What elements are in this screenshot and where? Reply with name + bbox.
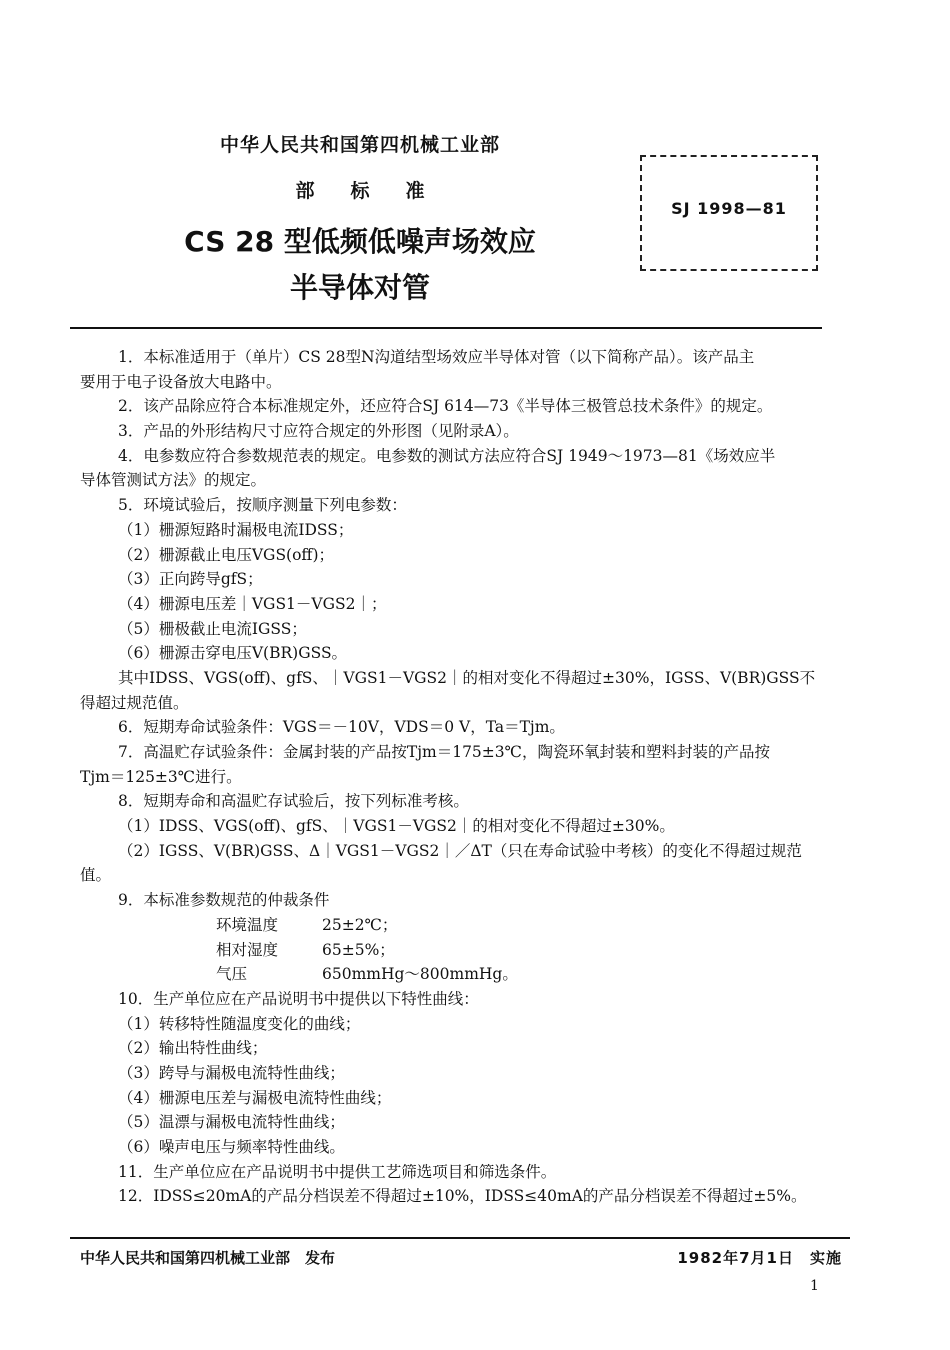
clause-1-line-2: 要用于电子设备放大电路中。: [80, 372, 282, 391]
standard-type-heading: 部标准: [295, 180, 461, 202]
clause-5-note-line-2: 得超过规范值。: [80, 693, 189, 712]
document-title-line-2: 半导体对管: [289, 271, 430, 304]
arbitration-value: 65±5%；: [322, 940, 395, 959]
clause-8-item-2-line-2: 值。: [80, 866, 112, 885]
arbitration-label: 相对湿度: [216, 940, 279, 959]
clause-7-line-1: 7．高温贮存试验条件：金属封装的产品按Tjm＝175±3℃，陶瓷环氧封装和塑料封装的产品按: [118, 743, 770, 761]
clause-3: 3．产品的外形结构尺寸应符合规定的外形图（见附录A）。: [118, 422, 519, 441]
clause-8: 8．短期寿命和高温贮存试验后，按下列标准考核。: [118, 792, 469, 811]
clause-10-item-5: （5）温漂与漏极电流特性曲线；: [118, 1113, 345, 1132]
clause-10-item-6: （6）噪声电压与频率特性曲线。: [118, 1138, 345, 1156]
clause-11: 11．生产单位应在产品说明书中提供工艺筛选项目和筛选条件。: [118, 1162, 557, 1181]
clause-2: 2．该产品除应符合本标准规定外，还应符合SJ 614—73《半导体三极管总技术条件》的规定。: [118, 397, 773, 416]
page-number: 1: [810, 1278, 819, 1294]
header-divider: [70, 327, 822, 329]
clause-10-item-1: （1）转移特性随温度变化的曲线；: [118, 1014, 361, 1033]
clause-10: 10．生产单位应在产品说明书中提供以下特性曲线：: [118, 989, 479, 1008]
arbitration-humidity: [80, 938, 842, 963]
clause-5: 5．环境试验后，按顺序测量下列电参数：: [118, 496, 407, 515]
arbitration-pressure: [80, 962, 842, 987]
clause-12: 12．IDSS≤20mA的产品分档误差不得超过±10%，IDSS≤40mA的产品分档误差不得超过±5%。: [118, 1187, 807, 1206]
ministry-heading: 中华人民共和国第四机械工业部: [219, 134, 500, 156]
clause-10-item-3: （3）跨导与漏极电流特性曲线；: [118, 1063, 345, 1082]
standard-number: SJ 1998—81: [671, 198, 787, 218]
arbitration-label: 环境温度: [216, 915, 279, 934]
arbitration-value: 25±2℃；: [322, 915, 398, 934]
clause-8-item-2-line-1: （2）IGSS、V(BR)GSS、Δ｜VGS1－VGS2｜／ΔT（只在寿命试验中考核）的变化不得超过规范: [118, 841, 802, 860]
clause-5-note-line-1: 其中IDSS、VGS(off)、gfS、｜VGS1－VGS2｜的相对变化不得超过±30%，IGSS、V(BR)GSS不: [118, 668, 816, 687]
arbitration-value: 650mmHg～800mmHg。: [322, 965, 518, 984]
clause-5-item-5: （5）栅极截止电流IGSS；: [118, 619, 307, 638]
clause-5-item-1: （1）栅源短路时漏极电流IDSS；: [118, 520, 354, 539]
clause-4-line-2: 导体管测试方法》的规定。: [80, 471, 267, 490]
clause-5-item-6: （6）栅源击穿电压V(BR)GSS。: [118, 644, 348, 663]
clause-5-item-2: （2）栅源截止电压VGS(off)；: [118, 545, 334, 564]
document-body: [80, 345, 842, 1209]
document-title-line-1: CS 28 型低频低噪声场效应: [184, 225, 536, 258]
clause-4-line-1: 4．电参数应符合参数规范表的规定。电参数的测试方法应符合SJ 1949～1973—81《场效应半: [118, 446, 776, 465]
footer-divider: [70, 1237, 850, 1239]
standard-number-box: [640, 155, 818, 271]
clause-10-item-4: （4）栅源电压差与漏极电流特性曲线；: [118, 1088, 392, 1107]
clause-1-line-1: 1．本标准适用于（单片）CS 28型N沟道结型场效应半导体对管（以下简称产品）。该产品主: [118, 348, 755, 366]
effective-date-text: 1982年7月1日 实施: [677, 1249, 842, 1267]
arbitration-temperature: [80, 913, 842, 938]
clause-5-item-4: （4）栅源电压差｜VGS1－VGS2｜；: [118, 594, 387, 613]
arbitration-label: 气压: [216, 965, 248, 984]
clause-8-item-1: （1）IDSS、VGS(off)、gfS、｜VGS1－VGS2｜的相对变化不得超过±30%。: [118, 817, 675, 836]
issuer-text: 中华人民共和国第四机械工业部 发布: [80, 1249, 336, 1267]
clause-5-item-3: （3）正向跨导gfS；: [118, 570, 263, 589]
clause-10-item-2: （2）输出特性曲线；: [118, 1039, 268, 1058]
clause-9: 9．本标准参数规范的仲裁条件: [118, 891, 330, 910]
clause-6: 6．短期寿命试验条件：VGS＝－10V，VDS＝0 V，Ta＝Tjm。: [118, 718, 565, 737]
clause-7-line-2: Tjm＝125±3℃进行。: [80, 767, 242, 786]
